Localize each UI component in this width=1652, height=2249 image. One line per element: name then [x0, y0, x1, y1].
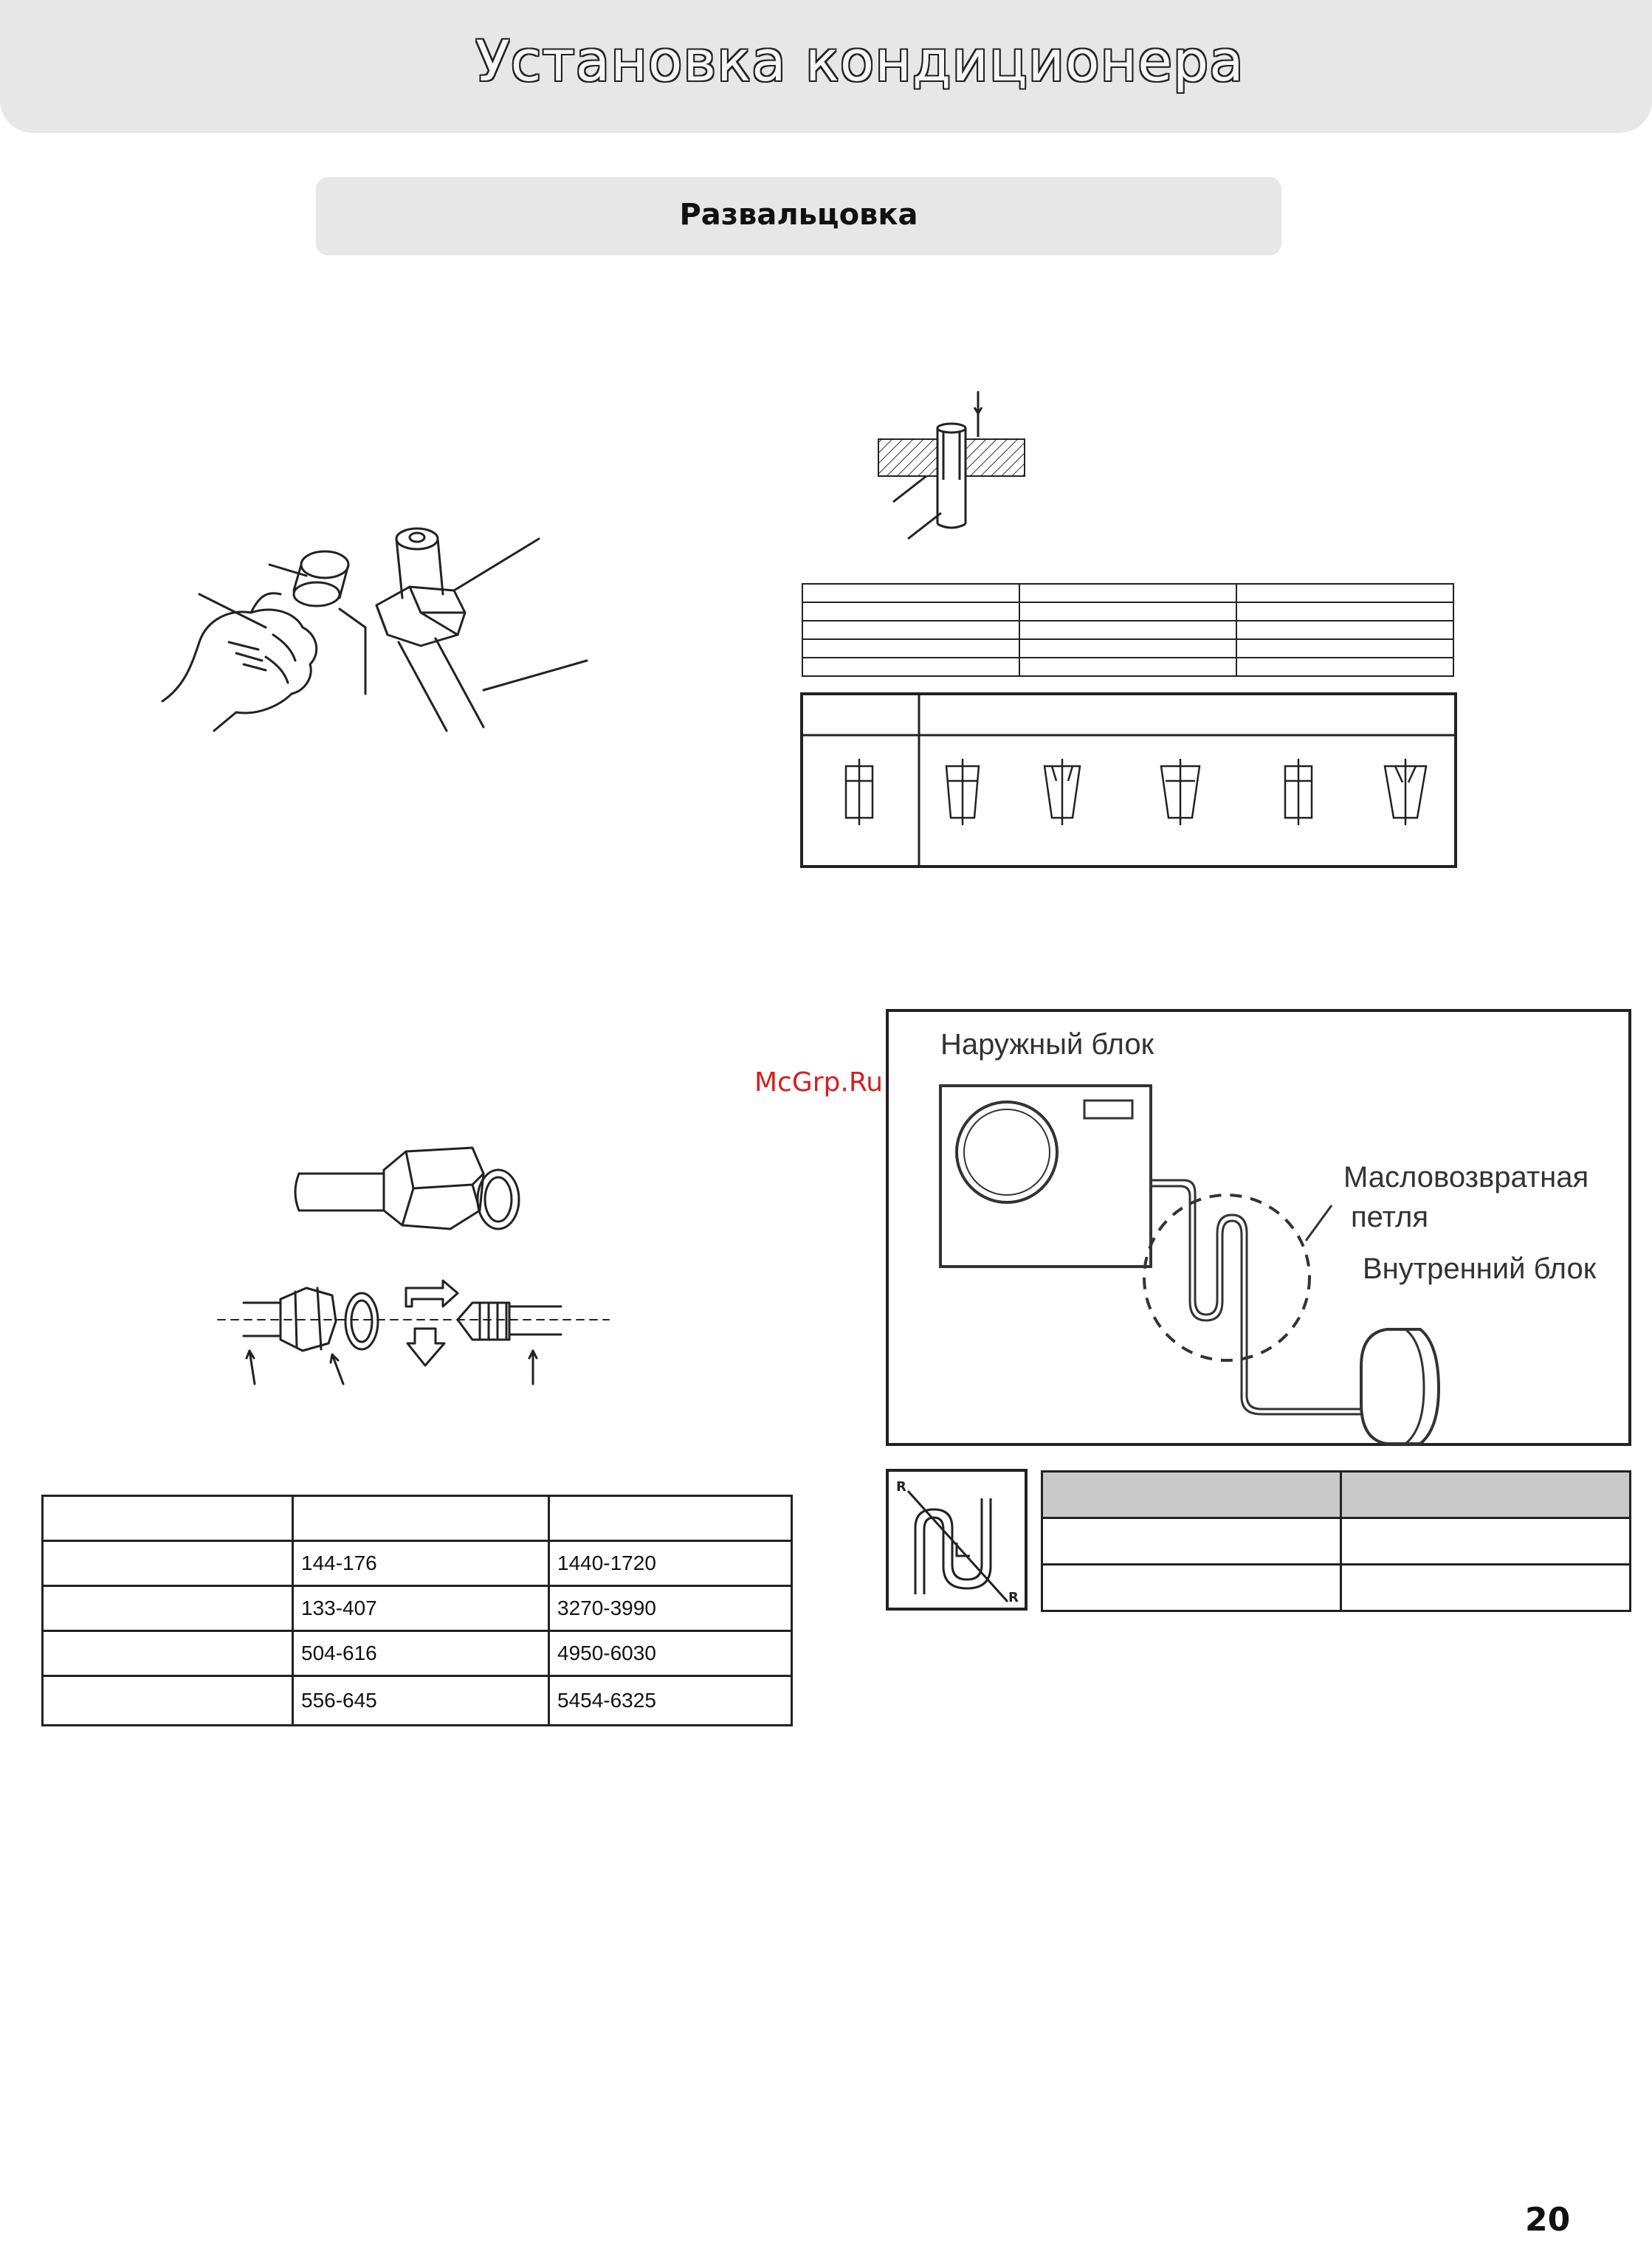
indoor-unit-label: Внутренний блок: [1363, 1253, 1597, 1285]
table-cell: 1440-1720: [549, 1541, 792, 1586]
flare-block-diagram: [856, 391, 1048, 546]
table-row: [1042, 1472, 1631, 1518]
table-cell: [43, 1676, 293, 1726]
table-cell: [293, 1496, 549, 1541]
radius-symbol-bottom: R: [1008, 1590, 1019, 1605]
loop-dimension-table: [1041, 1470, 1631, 1612]
table-row: [43, 1586, 792, 1631]
flare-dimension-table: [802, 583, 1454, 677]
table-cell: 144-176: [293, 1541, 549, 1586]
table-cell: 5454-6325: [549, 1676, 792, 1726]
page-title: Установка кондиционера: [475, 28, 1245, 94]
table-row: [1042, 1565, 1631, 1611]
table-row: [43, 1496, 792, 1541]
section-title: Развальцовка: [679, 198, 918, 232]
table-row: [43, 1631, 792, 1676]
oil-loop-label-line1: Масловозвратная: [1343, 1161, 1589, 1194]
flare-shapes-table: [800, 692, 1457, 869]
flare-shape-icons: [846, 759, 1426, 825]
table-cell: 133-407: [293, 1586, 549, 1631]
table-cell: 556-645: [293, 1676, 549, 1726]
table-row: [43, 1541, 792, 1586]
flare-nut-connection-illustration: [214, 1129, 613, 1388]
radius-symbol-top: R: [896, 1479, 906, 1495]
table-cell: 4950-6030: [549, 1631, 792, 1676]
deburring-illustration: [155, 517, 598, 738]
table-row: [1042, 1518, 1631, 1565]
table-row: [43, 1676, 792, 1726]
table-cell: [43, 1496, 293, 1541]
table-cell: [549, 1496, 792, 1541]
outdoor-unit-label: Наружный блок: [940, 1028, 1154, 1061]
table-cell: [43, 1586, 293, 1631]
bend-radius-icon: [886, 1469, 1028, 1611]
table-cell: [43, 1631, 293, 1676]
table-cell: [43, 1541, 293, 1586]
table-cell: 3270-3990: [549, 1586, 792, 1631]
torque-table: [41, 1495, 793, 1726]
oil-loop-label-line2: петля: [1351, 1201, 1429, 1233]
table-cell: 504-616: [293, 1631, 549, 1676]
page-number: 20: [1525, 2201, 1571, 2239]
watermark: McGrp.Ru: [754, 1067, 884, 1098]
oil-loop-diagram: [886, 1009, 1631, 1446]
oil-loop-drawing: [889, 1012, 1634, 1449]
